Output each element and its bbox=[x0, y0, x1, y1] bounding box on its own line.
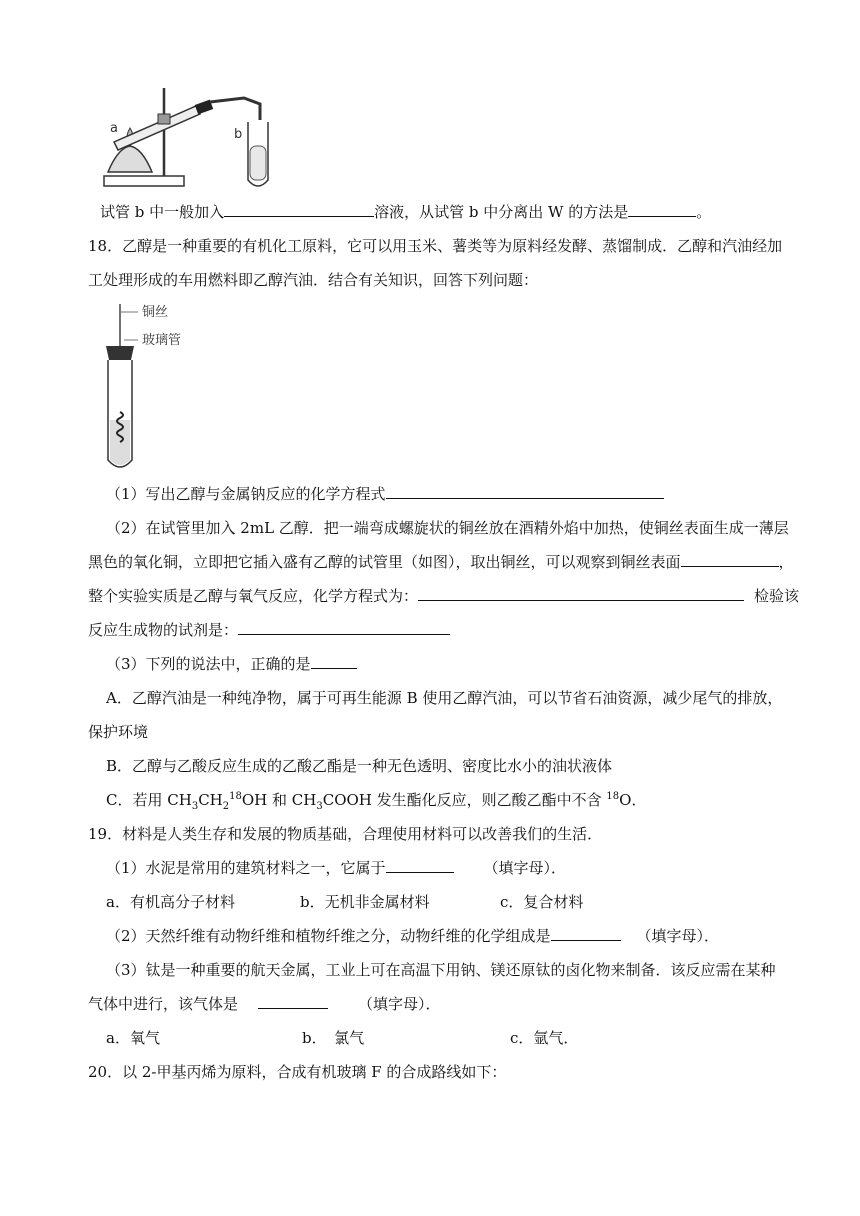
q19-part3-text: 气体中进行，该气体是 bbox=[88, 995, 239, 1013]
q19-part2 bbox=[106, 926, 719, 946]
q18-part1-text: （1）写出乙醇与金属钠反应的化学方程式 bbox=[106, 485, 386, 503]
q19-p3-opt-c: c．氩气． bbox=[510, 1029, 579, 1047]
q18-part3-text: （3）下列的说法中，正确的是 bbox=[106, 655, 311, 673]
q18-part2-check-text: 检验该 bbox=[754, 587, 800, 605]
q19-part3-options bbox=[106, 1028, 578, 1048]
q19-part1-hint: （填字母）． bbox=[483, 859, 567, 877]
optc-text-3: OH 和 CH bbox=[241, 791, 317, 809]
q18-part2-line3 bbox=[88, 586, 799, 606]
q17-tail-line bbox=[100, 202, 711, 222]
copper-wire-tube-figure bbox=[100, 300, 210, 476]
q18-blank-equation1[interactable] bbox=[386, 484, 664, 499]
q19-part1-options bbox=[106, 892, 583, 912]
optc-text-4: COOH 发生酯化反应，则乙酸乙酯中不含 bbox=[322, 791, 607, 809]
q19-blank-3[interactable] bbox=[258, 994, 328, 1009]
label-a: a bbox=[110, 121, 118, 136]
q17-blank-method[interactable] bbox=[628, 202, 696, 217]
q19-part3-line1: （3）钛是一种重要的航天金属，工业上可在高温下用钠、镁还原钛的卤化物来制备．该反应需在某种 bbox=[106, 961, 776, 979]
q17-tail-part2: 溶液，从试管 b 中分离出 W 的方法是 bbox=[374, 203, 629, 221]
q18-option-c bbox=[106, 790, 646, 810]
q18-option-a-line1: A．乙醇汽油是一种纯净物，属于可再生能源 B 使用乙醇汽油，可以节省石油资源，减少尾气的排放， bbox=[106, 689, 783, 707]
optc-sub-2: 2 bbox=[222, 801, 230, 812]
q18-stem-line1: 18．乙醇是一种重要的有机化工原料，它可以用玉米、薯类等为原料经发酵、蒸馏制成．乙醇和汽油经加 bbox=[88, 237, 783, 255]
label-glass-tube: 玻璃管 bbox=[142, 333, 182, 348]
q18-option-a-line2: 保护环境 bbox=[88, 723, 149, 741]
optc-sup-1: 18 bbox=[229, 791, 242, 802]
q19-part1-text: （1）水泥是常用的建筑材料之一，它属于 bbox=[106, 859, 386, 877]
ester-apparatus-figure bbox=[100, 84, 280, 194]
optc-text-2: CH bbox=[198, 791, 223, 809]
q19-part3-line2 bbox=[88, 994, 441, 1014]
q18-option-b: B．乙醇与乙酸反应生成的乙酸乙酯是一种无色透明、密度比水小的油状液体 bbox=[106, 757, 613, 775]
optc-text-1: C．若用 CH bbox=[106, 791, 192, 809]
optc-sup-2: 18 bbox=[606, 791, 620, 802]
q19-opt-a: a．有机高分子材料 bbox=[106, 893, 235, 911]
q18-part1 bbox=[106, 484, 664, 504]
q19-p3-opt-b: b． 氯气 bbox=[302, 1029, 365, 1047]
q19-stem: 19．材料是人类生存和发展的物质基础，合理使用材料可以改善我们的生活． bbox=[88, 825, 603, 843]
q19-opt-b: b．无机非金属材料 bbox=[300, 893, 430, 911]
q18-blank-equation2[interactable] bbox=[418, 586, 744, 601]
q18-part2-comma: ， bbox=[778, 553, 794, 571]
q17-tail-part3: 。 bbox=[696, 203, 712, 221]
q19-blank-2[interactable] bbox=[551, 926, 621, 941]
q19-opt-c: c．复合材料 bbox=[500, 893, 584, 911]
q18-part3 bbox=[106, 654, 357, 674]
q18-part2-line1: （2）在试管里加入 2mL 乙醇．把一端弯成螺旋状的铜丝放在酒精外焰中加热，使铜丝表面生成一薄层 bbox=[106, 519, 789, 537]
q19-part2-hint: （填字母）． bbox=[636, 927, 720, 945]
label-copper-wire: 铜丝 bbox=[142, 305, 169, 320]
q18-blank-reagent[interactable] bbox=[238, 620, 450, 635]
q18-stem-line2: 工处理形成的车用燃料即乙醇汽油．结合有关知识，回答下列问题： bbox=[88, 271, 539, 289]
q18-part2-line2 bbox=[88, 552, 794, 572]
q19-part1 bbox=[106, 858, 566, 878]
q18-part2-line4 bbox=[88, 620, 450, 640]
q19-part3-hint: （填字母）． bbox=[358, 995, 441, 1013]
q17-blank-solution[interactable] bbox=[224, 202, 374, 217]
q18-blank-choice[interactable] bbox=[311, 654, 357, 669]
q19-part2-text: （2）天然纤维有动物纤维和植物纤维之分，动物纤维的化学组成是 bbox=[106, 927, 551, 945]
q18-part2-line2-text: 黑色的氧化铜，立即把它插入盛有乙醇的试管里（如图），取出铜丝，可以观察到铜丝表面 bbox=[88, 553, 681, 571]
optc-text-5: O． bbox=[619, 791, 647, 809]
q20-stem: 20．以 2-甲基丙烯为原料，合成有机玻璃 F 的合成路线如下： bbox=[88, 1063, 507, 1081]
q19-blank-1[interactable] bbox=[386, 858, 454, 873]
q19-p3-opt-a: a．氧气 bbox=[106, 1029, 160, 1047]
q18-part2-reagent-text: 反应生成物的试剂是： bbox=[88, 621, 239, 639]
q18-part2-line3-text: 整个实验实质是乙醇与氧气反应，化学方程式为： bbox=[88, 587, 419, 605]
label-b: b bbox=[234, 127, 243, 142]
q17-tail-part1: 试管 b 中一般加入 bbox=[100, 203, 225, 221]
q18-blank-observation[interactable] bbox=[681, 552, 779, 567]
optc-sub-1: 3 bbox=[191, 801, 199, 812]
optc-sub-3: 3 bbox=[316, 801, 323, 812]
